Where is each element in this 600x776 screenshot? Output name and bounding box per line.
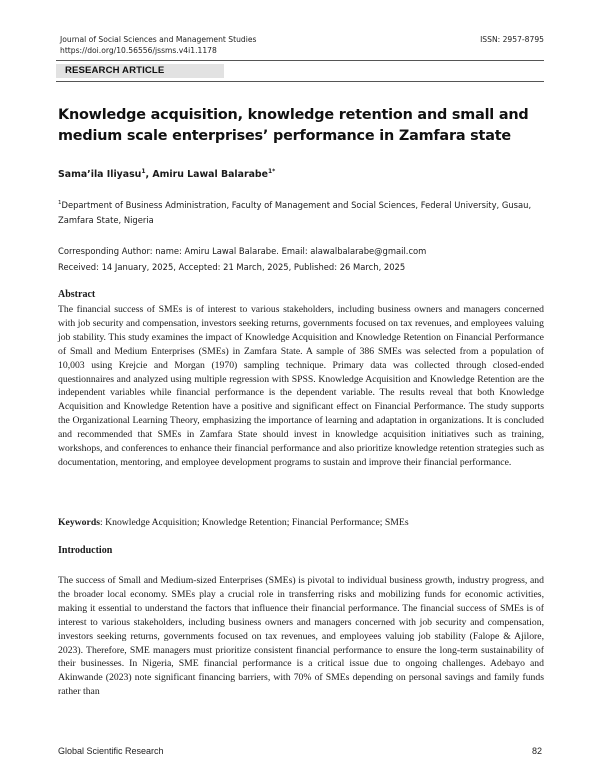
affiliation-text: Department of Business Administration, Faculty of Management and Social Sciences, Federal University, Gusau, Zamfara State, Nigeria [58,199,532,226]
author-list [58,168,275,180]
journal-name: Journal of Social Sciences and Management Studies [60,35,257,44]
footer-publisher: Global Scientific Research [58,746,164,756]
keywords-text: : Knowledge Acquisition; Knowledge Retention; Financial Performance; SMEs [99,517,409,528]
introduction-heading: Introduction [58,545,113,556]
author-name: Amiru Lawal Balarabe [152,169,268,181]
author-name: Sama’ila Iliyasu [58,169,142,181]
article-type-banner [56,60,544,82]
author-affiliation-mark: 1* [267,168,276,175]
keywords-label: Keywords [58,517,100,528]
affiliation [58,196,550,229]
publication-dates: Received: 14 January, 2025, Accepted: 21 March, 2025, Published: 26 March, 2025 [58,261,406,272]
doi-link[interactable]: https://doi.org/10.56556/jssms.v4i1.1178 [60,46,217,55]
author-affiliation-mark: 1 [141,168,146,175]
article-title: Knowledge acquisition, knowledge retention and small and medium scale enterprises’ performance in Zamfara state [58,107,529,144]
author-separator: , [145,169,153,181]
abstract-heading: Abstract [58,289,96,300]
abstract-text: The financial success of SMEs is of interest to various stakeholders, including business owners and managers concerned with job security and compensation, investors seeking returns, governments focused on tax revenues, and employees valuing job stability. This study examines the impact of Knowledge Acquisition and Knowledge Retention on Financial Performance of Small and Medium Enterprises (SMEs) in Zamfara State. A sample of 386 SMEs was selected from a population of 10,003 using Krejcie and Morgan (1970) sampling technique. Primary data was collected through closed-ended questionnaires and analyzed using multiple regression with SPSS. Knowledge Acquisition and Knowledge Retention are the independent variables while financial performance is the dependent variable. The results reveal that both Knowledge Acquisition and Knowledge Retention have a positive and significant effect on Financial Performance. The study supports the Organizational Learning Theory, emphasizing the importance of learning and adaptation in organizations. It is concluded and recommended that SMEs in Zamfara State should invest in knowledge acquisition initiatives such as training, workshops, and conferences to enhance their financial performance and also prioritize knowledge retention strategies such as documentation, mentoring, and employee development programs to sustain and improve their financial performance. [58,304,544,468]
article-type-label: RESEARCH ARTICLE [65,65,165,76]
introduction-text: The success of Small and Medium-sized Enterprises (SMEs) is pivotal to individual business growth, industry progress, and the broader local economy. SMEs play a crucial role in transferring risks and mobilizing funds for economic activities, making it essential to understand the factors that influence their financial performance. The financial success of SMEs is of interest to various stakeholders, including business owners and managers concerned with job security and compensation, investors seeking returns, governments focused on tax revenues, and employees valuing job stability (Falope & Ajilore, 2023). Therefore, SME managers must prioritize consistent financial performance to ensure the long-term sustainability of their businesses. In Nigeria, SME financial performance is a critical issue due to ongoing challenges. Adebayo and Akinwande (2023) note significant financing barriers, with 70% of SMEs depending on personal savings and family funds rather than [58,575,544,698]
keywords [58,517,409,528]
correspondence-block [58,244,550,275]
issn: ISSN: 2957-8795 [480,35,544,44]
corresponding-author: Corresponding Author: name: Amiru Lawal Balarabe. Email: alawalbalarabe@gmail.com [58,246,427,256]
page-number: 82 [531,746,542,756]
affiliation-mark: 1 [58,200,62,206]
